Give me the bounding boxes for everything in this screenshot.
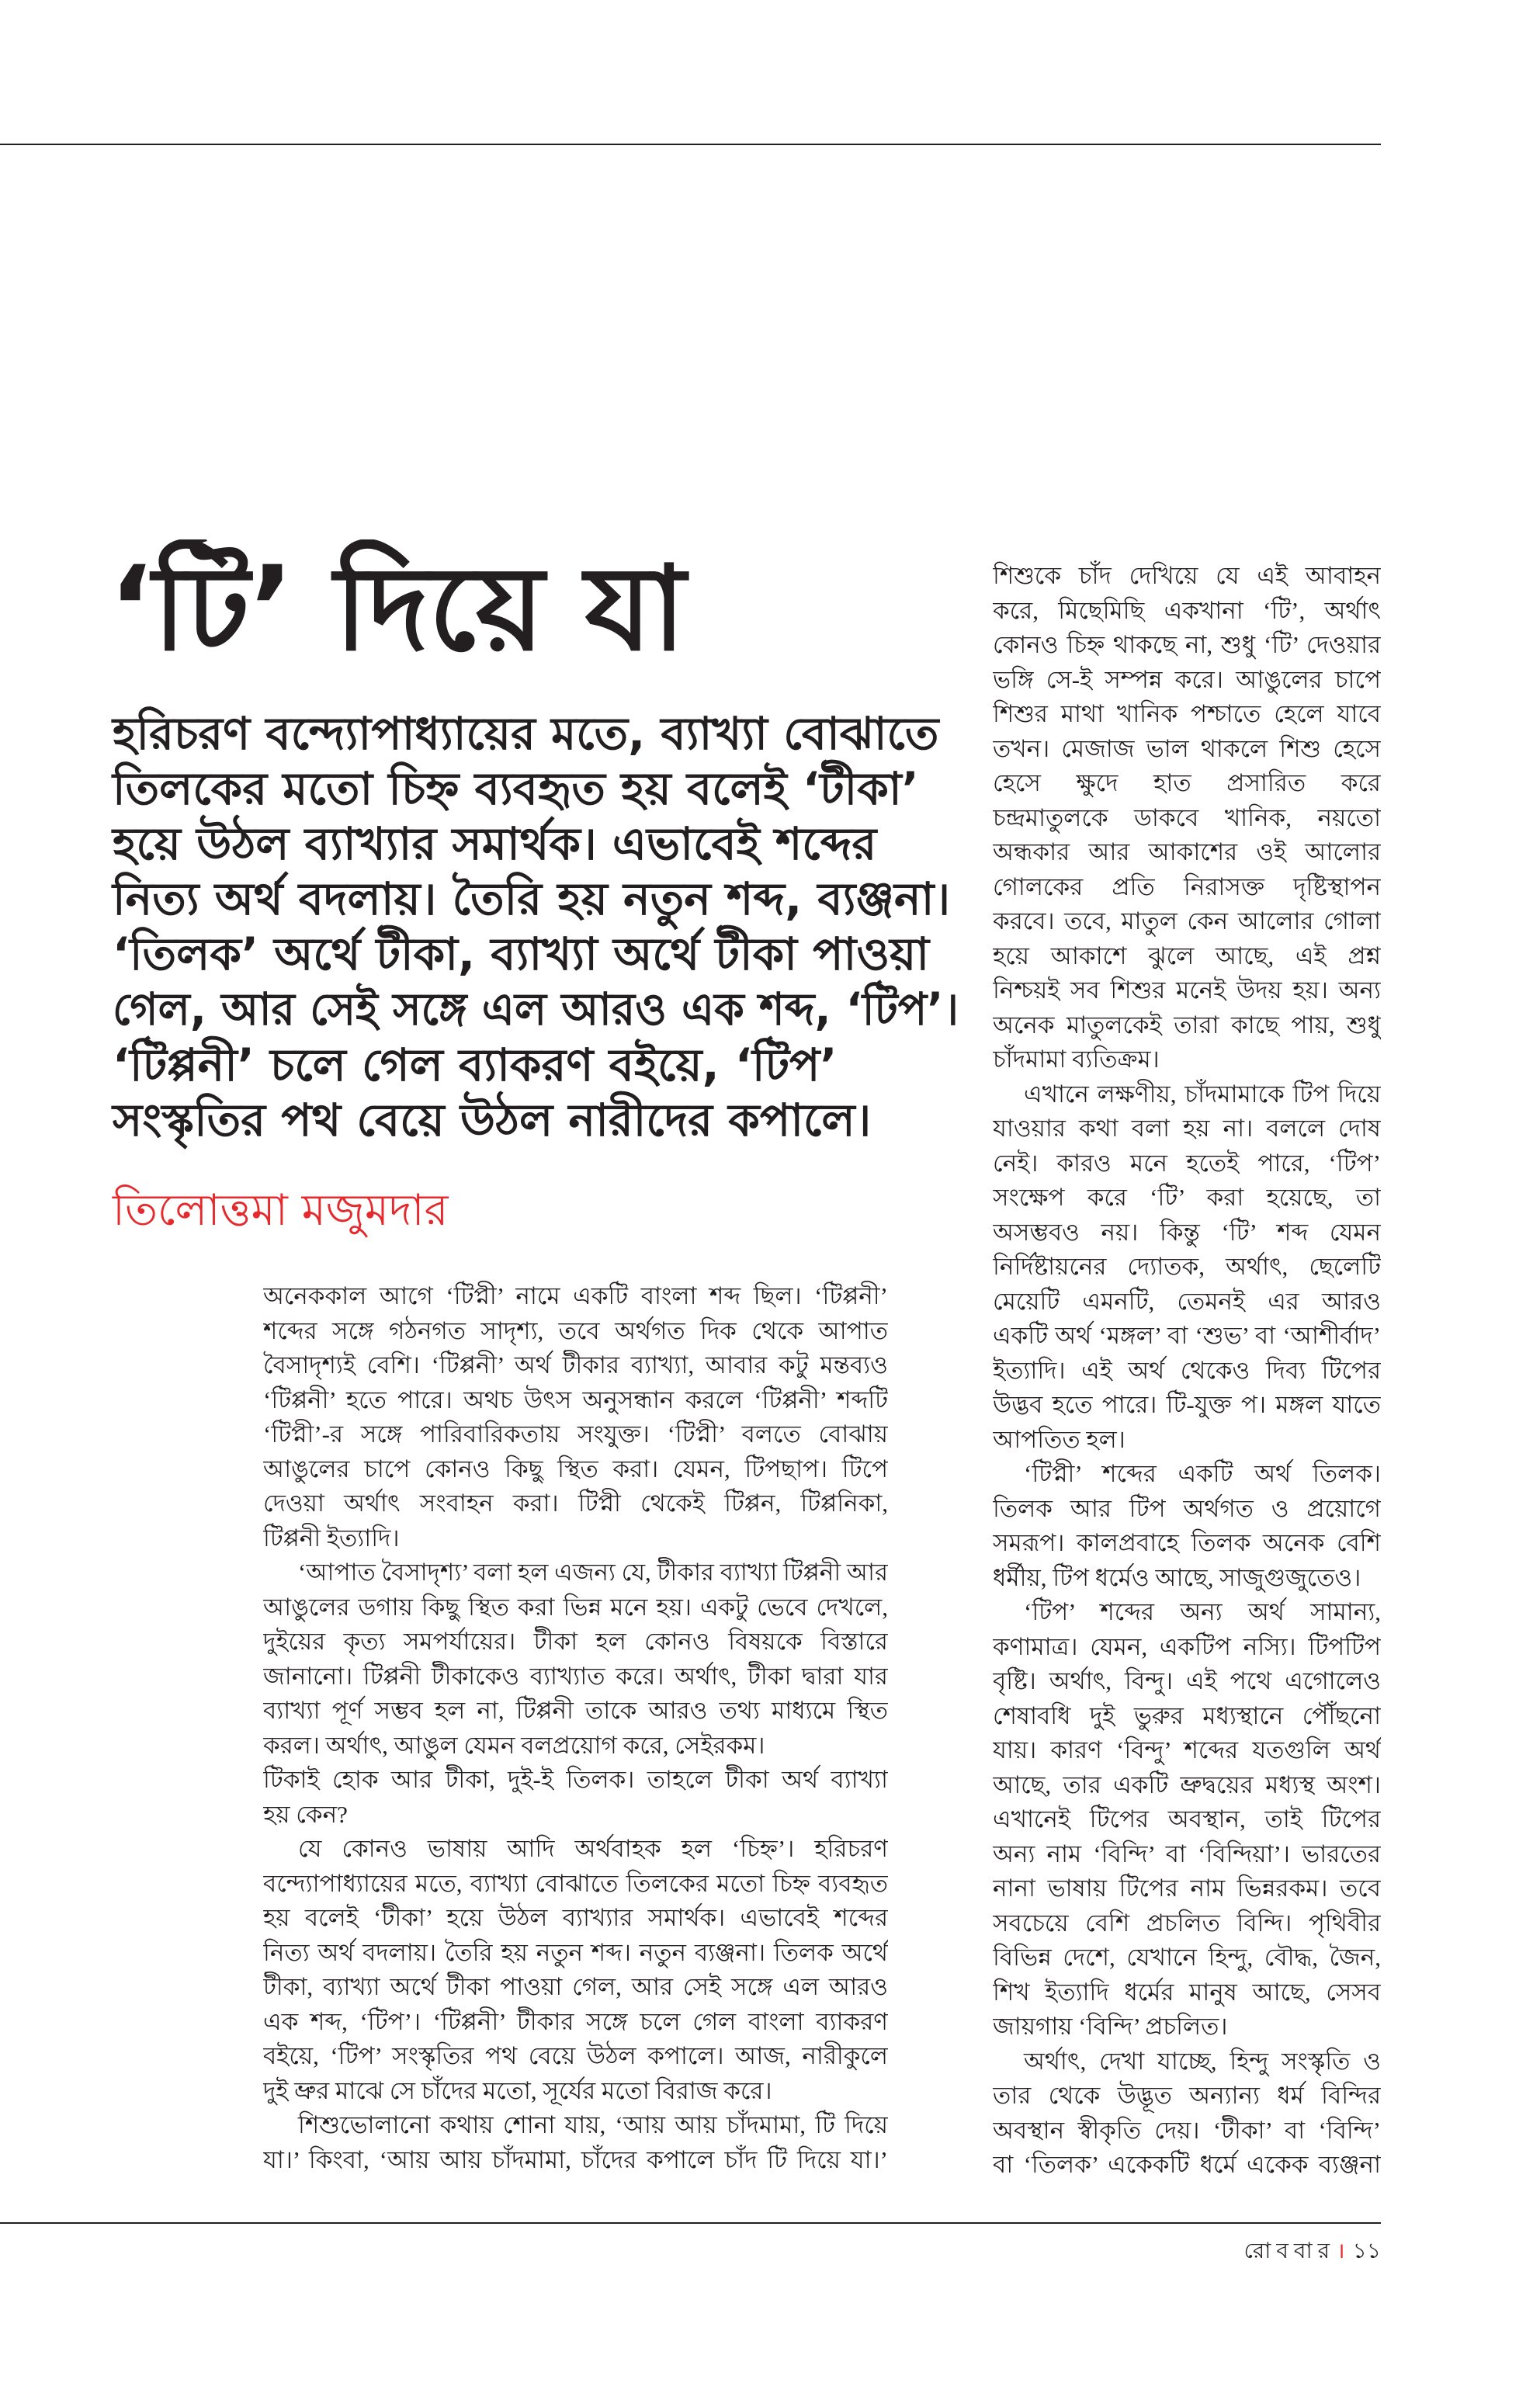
deck-line: হয়ে উঠল ব্যাখ্যার সমার্থক। এভাবেই শব্দের [113, 817, 877, 871]
body-line: শিখ ইত্যাদি ধর্মের মানুষ আছে, সেসব [993, 1978, 1381, 2006]
body-line: নির্দিষ্টায়নের দ্যোতক, অর্থাৎ, ছেলেটি [993, 1253, 1381, 1280]
body-line: অর্থাৎ, দেখা যাচ্ছে, হিন্দু সংস্কৃতি ও [1024, 2047, 1381, 2075]
author-byline [113, 1184, 889, 1238]
body-line: ধর্মীয়, টিপ ধর্মেও আছে, সাজুগুজুতেও। [993, 1563, 1361, 1591]
body-line: ইত্যাদি। এই অর্থ থেকেও দিব্য টিপের [993, 1356, 1381, 1384]
deck-line: সংস্কৃতির পথ বেয়ে উঠল নারীদের কপালে। [113, 1093, 872, 1146]
deck-line: ‘টিপ্পনী’ চলে গেল ব্যাকরণ বইয়ে, ‘টিপ’ [113, 1038, 838, 1091]
body-line: উদ্ভব হতে পারে। টি-যুক্ত প। মঙ্গল যাতে [993, 1391, 1381, 1418]
body-line: ‘আপাত বৈসাদৃশ্য’ বলা হল এজন্য যে, টীকার ব্যাখ্যা টিপ্পনী আর [298, 1559, 888, 1586]
body-line: সমরূপ। কালপ্রবাহে তিলক অনেক বেশি [993, 1529, 1381, 1556]
body-line: শেষাবধি দুই ভুরুর মধ্যস্থানে পৌঁছনো [993, 1701, 1381, 1729]
footer-magazine-name: রোববার [1243, 2238, 1336, 2263]
footer-separator: । [1337, 2238, 1345, 2263]
body-line: আপতিত হল। [993, 1425, 1126, 1453]
body-line: নানা ভাষায় টিপের নাম ভিন্নরকম। তবে [993, 1875, 1381, 1902]
body-line: চন্দ্রমাতুলকে ডাকবে খানিক, নয়তো [993, 803, 1381, 831]
body-line: অসম্ভবও নয়। কিন্তু ‘টি’ শব্দ যেমন [993, 1218, 1381, 1246]
deck-line: নিত্য অর্থ বদলায়। তৈরি হয় নতুন শব্দ, ব্যঞ্জনা। [113, 872, 951, 926]
body-line: হেসে ক্ষুদে হাত প্রসারিত করে [993, 769, 1381, 796]
body-column-left [263, 1279, 888, 2187]
body-line: বইয়ে, ‘টিপ’ সংস্কৃতির পথ বেয়ে উঠল কপালে। আজ, নারীকুলে [263, 2042, 888, 2069]
body-line: অবস্থান স্বীকৃতি দেয়। ‘টীকা’ বা ‘বিন্দি’ [993, 2116, 1381, 2144]
body-line: অন্ধকার আর আকাশের ওই আলোর [993, 838, 1381, 865]
body-line: করল। অর্থাৎ, আঙুল যেমন বলপ্রয়োগ করে, সেইরকম। [263, 1731, 765, 1759]
body-line: যাওয়ার কথা বলা হয় না। বললে দোষ [993, 1115, 1381, 1142]
body-line: যা।’ কিংবা, ‘আয় আয় চাঁদমামা, চাঁদের কপালে চাঁদ টি দিয়ে যা।’ [263, 2145, 888, 2173]
author-name: তিলোত্তমা মজুমদার [113, 1185, 449, 1236]
bottom-rule [0, 2222, 1381, 2224]
top-rule [0, 144, 1381, 145]
body-line: বৈসাদৃশ্যই বেশি। ‘টিপ্পনী’ অর্থ টীকার ব্যাখ্যা, আবার কটু মন্তব্যও [263, 1351, 888, 1379]
body-line: অনেক মাতুলকেই তারা কাছে পায়, শুধু [993, 1011, 1381, 1039]
body-line: জায়গায় ‘বিন্দি’ প্রচলিত। [993, 2013, 1228, 2040]
deck-line: তিলকের মতো চিহ্ন ব্যবহৃত হয় বলেই ‘টীকা’ [113, 762, 919, 816]
body-line: যায়। কারণ ‘বিন্দু’ শব্দের যতগুলি অর্থ [993, 1736, 1381, 1764]
body-line: শব্দের সঙ্গে গঠনগত সাদৃশ্য, তবে অর্থগত দিক থেকে আপাত [263, 1316, 888, 1344]
body-line: একটি অর্থ ‘মঙ্গল’ বা ‘শুভ’ বা ‘আশীর্বাদ’ [993, 1322, 1381, 1349]
body-line: অন্য নাম ‘বিন্দি’ বা ‘বিন্দিয়া’। ভারতের [993, 1840, 1381, 1868]
body-line: সংক্ষেপ করে ‘টি’ করা হয়েছে, তা [993, 1184, 1381, 1211]
body-line: বিভিন্ন দেশে, যেখানে হিন্দু, বৌদ্ধ, জৈন, [993, 1944, 1381, 1971]
body-line: শিশুকে চাঁদ দেখিয়ে যে এই আবাহন [993, 562, 1381, 589]
footer-page-number: ১১ [1352, 2238, 1381, 2263]
body-line: নেই। কারও মনে হতেই পারে, ‘টিপ’ [993, 1149, 1381, 1177]
body-line: এখানেই টিপের অবস্থান, তাই টিপের [993, 1805, 1381, 1833]
body-line: শিশুভোলানো কথায় শোনা যায়, ‘আয় আয় চাঁদমামা, টি দিয়ে [298, 2111, 888, 2138]
article-title [109, 539, 947, 679]
body-line: আঙুলের ডগায় কিছু স্থিত করা ভিন্ন মনে হয়। একটু ভেবে দেখলে, [263, 1593, 888, 1621]
body-line: এক শব্দ, ‘টিপ’। ‘টিপ্পনী’ টীকার সঙ্গে চলে গেল বাংলা ব্যাকরণ [263, 2007, 888, 2035]
body-line: মেয়েটি এমনটি, তেমনই এর আরও [993, 1287, 1381, 1315]
body-line: ব্যাখ্যা পূর্ণ সম্ভব হল না, টিপ্পনী তাকে আরও তথ্য মাধ্যমে স্থিত [263, 1697, 888, 1724]
body-line: টিপ্পনী ইত্যাদি। [263, 1524, 400, 1552]
body-line: যে কোনও ভাষায় আদি অর্থবাহক হল ‘চিহ্ন’। হরিচরণ [298, 1835, 888, 1862]
body-line: দুইয়ের কৃত্য সমপর্যায়ের। টীকা হল কোনও বিষয়কে বিস্তারে [263, 1628, 888, 1655]
body-line: কণামাত্র। যেমন, একটিপ নস্যি। টিপটিপ [993, 1632, 1381, 1660]
body-line: হয় কেন? [263, 1800, 348, 1828]
body-line: চাঁদমামা ব্যতিক্রম। [993, 1046, 1160, 1073]
body-line: আঙুলের চাপে কোনও কিছু স্থিত করা। যেমন, টিপছাপ। টিপে [263, 1455, 888, 1483]
deck-line: হরিচরণ বন্দ্যোপাধ্যায়ের মতে, ব্যাখ্যা বোঝাতে [113, 707, 939, 760]
body-line: তার থেকে উদ্ভূত অন্যান্য ধর্ম বিন্দির [993, 2082, 1381, 2109]
body-line: কোনও চিহ্ন থাকছে না, শুধু ‘টি’ দেওয়ার [993, 631, 1381, 658]
body-line: দেওয়া অর্থাৎ সংবাহন করা। টিপ্নী থেকেই টিপ্পন, টিপ্পনিকা, [263, 1490, 888, 1517]
body-line: এখানে লক্ষণীয়, চাঁদমামাকে টিপ দিয়ে [1024, 1080, 1381, 1108]
body-line: বন্দ্যোপাধ্যায়ের মতে, ব্যাখ্যা বোঝাতে তিলকের মতো চিহ্ন ব্যবহৃত [263, 1869, 888, 1897]
body-line: টীকা, ব্যাখ্যা অর্থে টীকা পাওয়া গেল, আর সেই সঙ্গে এল আরও [263, 1973, 888, 2000]
body-line: ‘টিপ্নী’-র সঙ্গে পারিবারিকতায় সংযুক্ত। ‘টিপ্নী’ বলতে বোঝায় [263, 1420, 888, 1448]
article-deck [113, 706, 959, 1148]
body-line: দুই ভ্রুর মাঝে সে চাঁদের মতো, সূর্যের মতো বিরাজ করে। [263, 2076, 772, 2104]
body-line: করে, মিছেমিছি একখানা ‘টি’, অর্থাৎ [993, 596, 1381, 624]
body-line: তিলক আর টিপ অর্থগত ও প্রয়োগে [993, 1494, 1381, 1522]
body-line: হয়ে আকাশে ঝুলে আছে, এই প্রশ্ন [993, 942, 1381, 969]
deck-line: গেল, আর সেই সঙ্গে এল আরও এক শব্দ, ‘টিপ’। [113, 983, 959, 1036]
body-column-right [993, 559, 1381, 2197]
deck-line: ‘তিলক’ অর্থে টীকা, ব্যাখ্যা অর্থে টীকা পাওয়া [113, 928, 930, 981]
page-footer [1149, 2234, 1381, 2268]
body-line: নিত্য অর্থ বদলায়। তৈরি হয় নতুন শব্দ। নতুন ব্যঞ্জনা। তিলক অর্থে [263, 1938, 888, 1966]
body-line: জানানো। টিপ্পনী টীকাকেও ব্যাখ্যাত করে। অর্থাৎ, টীকা দ্বারা যার [263, 1662, 888, 1690]
body-line: টিকাই হোক আর টীকা, দুই-ই তিলক। তাহলে টীকা অর্থ ব্যাখ্যা [263, 1766, 888, 1793]
body-line: নিশ্চয়ই সব শিশুর মনেই উদয় হয়। অন্য [993, 976, 1381, 1004]
body-line: বৃষ্টি। অর্থাৎ, বিন্দু। এই পথে এগোলেও [993, 1667, 1381, 1694]
body-line: বা ‘তিলক’ একেকটি ধর্মে একেক ব্যঞ্জনা [993, 2151, 1381, 2178]
body-line: করবে। তবে, মাতুল কেন আলোর গোলা [993, 907, 1381, 935]
body-line: তখন। মেজাজ ভাল থাকলে শিশু হেসে [993, 734, 1381, 762]
body-line: অনেককাল আগে ‘টিপ্নী’ নামে একটি বাংলা শব্দ ছিল। ‘টিপ্পনী’ [263, 1282, 888, 1309]
body-line: ‘টিপ্নী’ শব্দের একটি অর্থ তিলক। [1024, 1460, 1381, 1487]
body-line: আছে, তার একটি ভ্রুদ্বয়ের মধ্যস্থ অংশ। [993, 1770, 1381, 1798]
body-line: সবচেয়ে বেশি প্রচলিত বিন্দি। পৃথিবীর [993, 1909, 1381, 1937]
body-line: ভঙ্গি সে-ই সম্পন্ন করে। আঙুলের চাপে [993, 665, 1381, 693]
body-line: গোলকের প্রতি নিরাসক্ত দৃষ্টিস্থাপন [993, 872, 1381, 900]
body-line: ‘টিপ্পনী’ হতে পারে। অথচ উৎস অনুসন্ধান করলে ‘টিপ্পনী’ শব্দটি [263, 1386, 888, 1413]
body-line: হয় বলেই ‘টীকা’ হয়ে উঠল ব্যাখ্যার সমার্থক। এভাবেই শব্দের [263, 1904, 888, 1931]
title-text: ‘টি’ দিয়ে যা [109, 542, 686, 677]
body-line: ‘টিপ’ শব্দের অন্য অর্থ সামান্য, [1024, 1598, 1381, 1625]
body-line: শিশুর মাথা খানিক পশ্চাতে হেলে যাবে [993, 700, 1381, 727]
